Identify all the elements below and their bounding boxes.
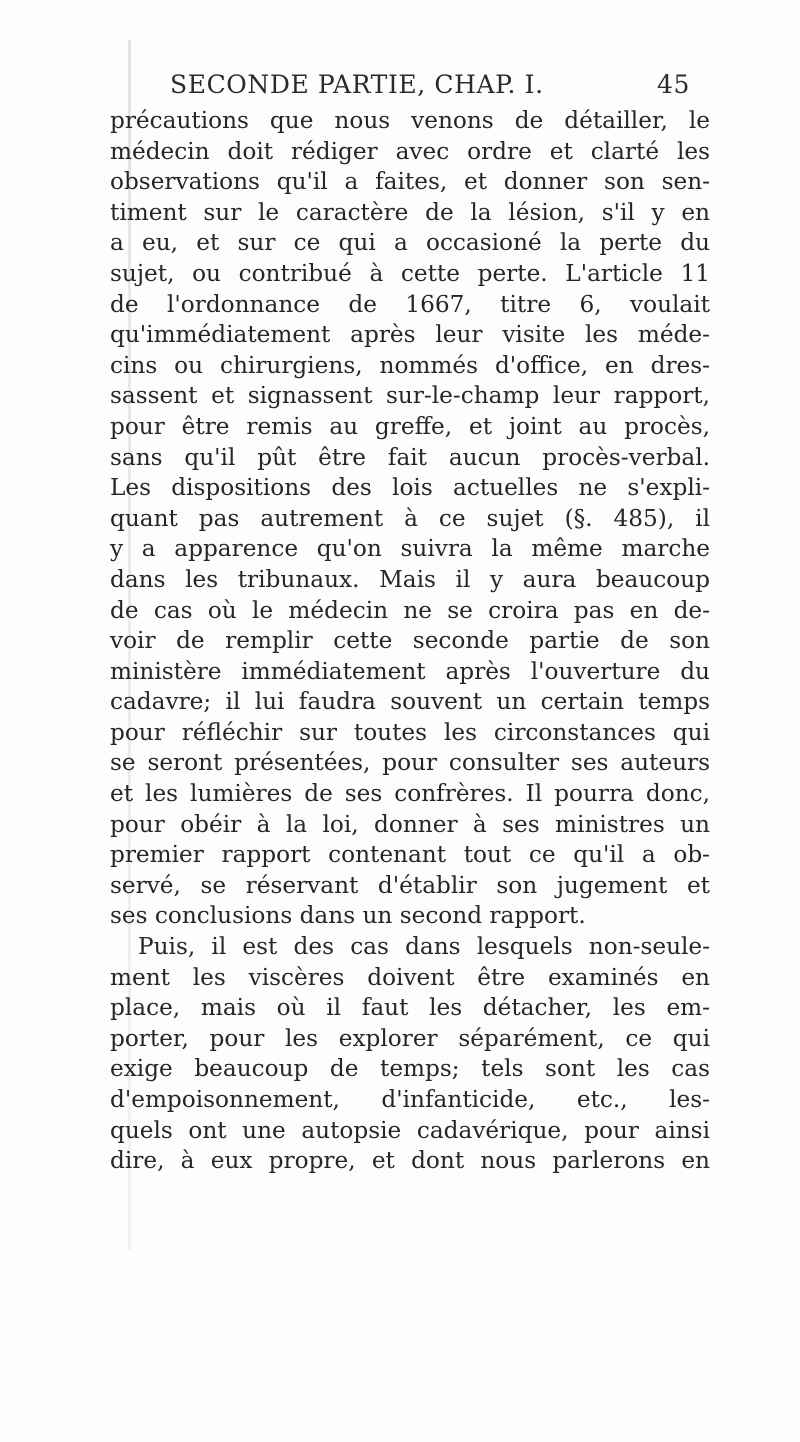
text-line: place, mais où il faut les détacher, les em- xyxy=(110,994,710,1022)
text-line: qu'immédiatement après leur visite les méde- xyxy=(110,321,710,349)
text-line: voir de remplir cette seconde partie de son xyxy=(110,627,710,655)
text-line: timent sur le caractère de la lésion, s'il y en xyxy=(110,198,710,226)
text-line: servé, se réservant d'établir son jugement et xyxy=(110,871,710,899)
text-line: précautions que nous venons de détailler, le xyxy=(110,107,710,134)
text-line: sujet, ou contribué à cette perte. L'article 11 xyxy=(110,259,710,287)
text-line: observations qu'il a faites, et donner son sen- xyxy=(110,168,710,196)
text-line: a eu, et sur ce qui a occasioné la perte du xyxy=(110,229,710,257)
text-line: Puis, il est des cas dans lesquels non-seule- xyxy=(138,933,710,961)
text-line: se seront présentées, pour consulter ses auteurs xyxy=(110,749,710,777)
running-title: SECONDE PARTIE, CHAP. I. xyxy=(170,70,544,99)
text-line: ministère immédiatement après l'ouverture du xyxy=(110,657,710,685)
text-line: cins ou chirurgiens, nommés d'office, en dres- xyxy=(110,351,710,379)
text-line: porter, pour les explorer séparément, ce qui xyxy=(110,1024,710,1052)
text-line: cadavre; il lui faudra souvent un certain temps xyxy=(110,688,710,716)
text-line: quels ont une autopsie cadavérique, pour ainsi xyxy=(110,1116,710,1144)
text-line: pour réfléchir sur toutes les circonstances qui xyxy=(110,718,710,746)
text-line: pour obéir à la loi, donner à ses ministres un xyxy=(110,810,710,838)
text-line: médecin doit rédiger avec ordre et clarté les xyxy=(110,137,710,165)
text-line: et les lumières de ses confrères. Il pourra donc, xyxy=(110,780,710,808)
text-line: sassent et signassent sur-le-champ leur rapport, xyxy=(110,382,710,410)
text-line: exige beaucoup de temps; tels sont les cas xyxy=(110,1055,710,1083)
text-line: quant pas autrement à ce sujet (§. 485), il xyxy=(110,504,710,532)
running-header xyxy=(170,70,690,106)
text-line: pour être remis au greffe, et joint au procès, xyxy=(110,412,710,440)
text-line: sans qu'il pût être fait aucun procès-verbal. xyxy=(110,443,710,471)
text-line: de l'ordonnance de 1667, titre 6, voulait xyxy=(110,290,710,318)
text-line: y a apparence qu'on suivra la même marche xyxy=(110,535,710,563)
text-line: ses conclusions dans un second rapport. xyxy=(110,902,586,930)
body-text xyxy=(110,106,710,1177)
text-line: ment les viscères doivent être examinés en xyxy=(110,963,710,991)
text-line: Les dispositions des lois actuelles ne s'expli- xyxy=(110,474,710,502)
page-number: 45 xyxy=(656,70,690,99)
text-line: d'empoisonnement, d'infanticide, etc., les- xyxy=(110,1086,710,1113)
text-line: dire, à eux propre, et dont nous parlerons en xyxy=(110,1147,710,1175)
text-line: de cas où le médecin ne se croira pas en de- xyxy=(110,596,710,624)
text-line: dans les tribunaux. Mais il y aura beaucoup xyxy=(110,565,710,593)
text-line: premier rapport contenant tout ce qu'il a ob- xyxy=(110,841,710,869)
